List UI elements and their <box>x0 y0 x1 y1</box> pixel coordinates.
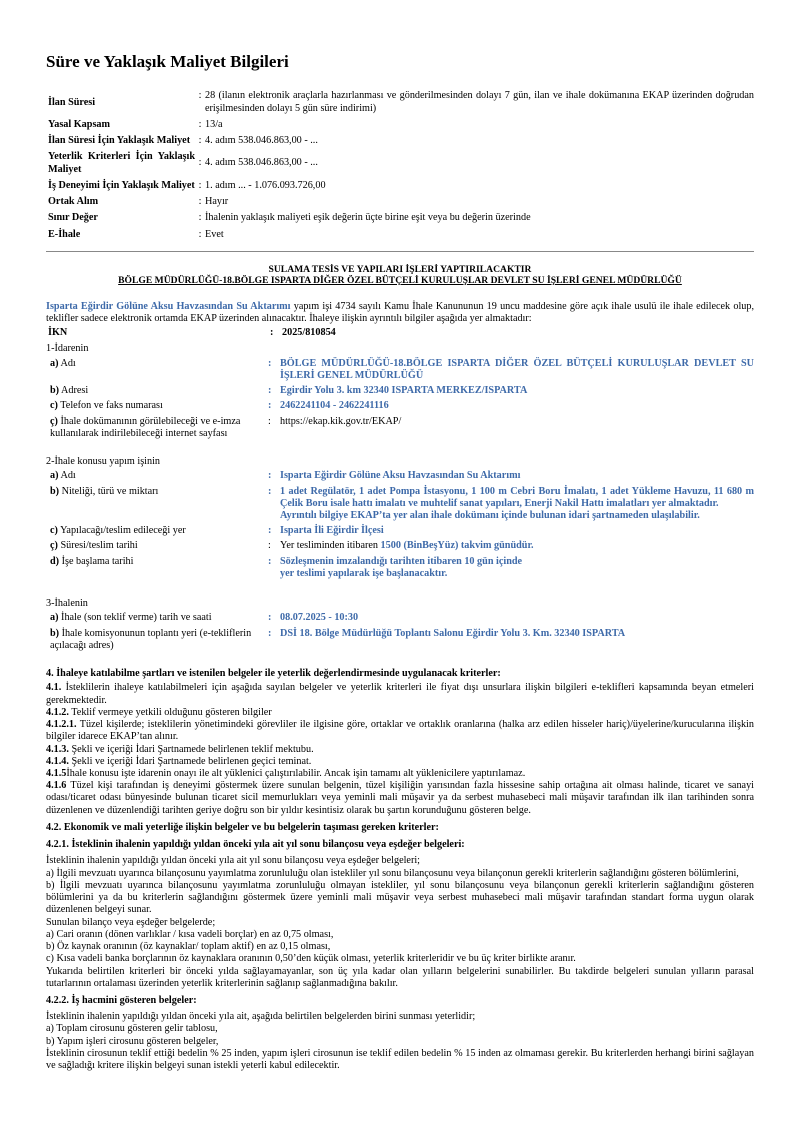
clause-line: İsteklinin ihalenin yapıldığı yıldan önceki yıla ait, aşağıda belirtilen belgelerden birini sunması yeterlidir; <box>46 1011 476 1023</box>
info-row <box>46 628 754 652</box>
item-label: Yapılacağı/teslim edileceği yer <box>57 525 186 537</box>
ekap-url: https://ekap.kik.gov.tr/EKAP/ <box>280 415 402 427</box>
clause: 4.1.5İhale konusu işte idarenin onayı ile alt yüklenici çalıştırılabilir. Ancak işin tamamı alt yüklenicilere yaptırılamaz. <box>46 768 526 779</box>
summary-row <box>46 180 754 196</box>
colon: : <box>198 228 202 240</box>
intro-paragraph <box>46 301 754 325</box>
item-label: İhale komisyonunun toplantı yeri (e-tekliflerin açılacağı adres) <box>50 627 252 651</box>
colon: : <box>268 470 272 482</box>
colon: : <box>268 357 272 369</box>
summary-label: İlan Süresi <box>48 96 96 108</box>
colon: : <box>268 485 272 497</box>
clause-line: c) Kısa vadeli banka borçlarının öz kaynaklara oranının 0,50’den küçük olması, yeterlik kriterleridir ve bu üç kriter birlikte aranır. <box>46 953 576 965</box>
summary-value: Evet <box>205 228 224 240</box>
colon: : <box>198 157 202 169</box>
intro-text: yapım işi 4734 sayılı Kamu İhale Kanununun 19 uncu maddesine göre açık ihale usulü ile ihale edilecek olup, teklifler sadece elektronik ortamda EKAP üzerinden alınacaktır. İhaleye ilişkin ayrıntılı bilgiler aşağıda yer almaktadır: <box>46 300 755 324</box>
colon: : <box>268 525 272 537</box>
section-2-title: 2-İhale konusu yapım işinin <box>46 456 161 468</box>
item-letter: ç) <box>50 415 58 427</box>
info-row <box>46 556 754 580</box>
clause-line: Sunulan bilanço veya eşdeğer belgelerde; <box>46 916 216 928</box>
clause: 4.1.3. Şekli ve içeriği İdari Şartnamede belirlenen teklif mektubu. <box>46 743 314 755</box>
info-row <box>46 385 754 397</box>
info-row <box>46 486 754 523</box>
summary-row <box>46 119 754 135</box>
summary-row <box>46 90 754 118</box>
summary-row <box>46 196 754 212</box>
info-row <box>46 540 754 552</box>
summary-row <box>46 212 754 228</box>
info-row <box>46 525 754 537</box>
ikn-row <box>46 327 754 339</box>
item-label: İhale dokümanının görülebileceği ve e-imza kullanılarak indirilebileceği internet sayfası <box>50 415 241 439</box>
summary-label: E-İhale <box>48 228 81 240</box>
item-value: 2462241104 - 2462241116 <box>280 400 389 412</box>
item-letter: c) <box>50 400 58 412</box>
clause-line: İsteklinin ihalenin yapıldığı yıldan önceki yıla ait yıl sonu bilançosu veya eşdeğer belgeleri; <box>46 855 421 867</box>
page-title: Süre ve Yaklaşık Maliyet Bilgileri <box>46 52 289 71</box>
item-value: 1500 (BinBeşYüz) takvim günüdür. <box>380 540 534 552</box>
colon: : <box>268 612 272 624</box>
item-value: BÖLGE MÜDÜRLÜĞÜ-18.BÖLGE ISPARTA DİĞER ÖZEL BÜTÇELİ KURULUŞLAR DEVLET SU İŞLERİ GENEL MÜDÜRLÜĞÜ <box>280 357 754 381</box>
colon: : <box>268 415 271 427</box>
colon: : <box>268 555 272 567</box>
item-letter: a) <box>50 470 59 482</box>
item-label: Süresi/teslim tarihi <box>57 540 138 552</box>
item-value: 08.07.2025 - 10:30 <box>280 612 359 624</box>
colon: : <box>198 118 202 130</box>
info-row <box>46 416 754 440</box>
summary-label: İş Deneyimi İçin Yaklaşık Maliyet <box>48 179 195 191</box>
ikn-label: İKN <box>48 327 68 339</box>
clause-line: a) Toplam cirosunu gösteren gelir tablosu, <box>46 1023 218 1035</box>
criteria-heading: 4. İhaleye katılabilme şartları ve istenilen belgeler ile yeterlik değerlendirmesinde uygulanacak kriterler: <box>46 668 501 680</box>
item-label: Telefon ve faks numarası <box>57 400 163 412</box>
clause: 4.1.2. Teklif vermeye yetkili olduğunu gösteren bilgiler <box>46 706 272 718</box>
summary-label: Sınır Değer <box>48 212 98 224</box>
info-row <box>46 612 754 624</box>
clause: 4.1.2.1. Tüzel kişilerde; isteklilerin yönetimindeki görevliler ile ilgisine göre, ortaklar ve ortaklık oranlarına (halka arz edilen hisseler hariç)/üyelerine/kurucularına ilişkin bilgiler idarece EKAP’tan alınır. <box>46 719 754 743</box>
item-value: Egirdir Yolu 3. km 32340 ISPARTA MERKEZ/ISPARTA <box>280 385 528 397</box>
ikn-value: 2025/810854 <box>282 327 336 339</box>
divider <box>46 251 754 252</box>
colon: : <box>198 135 202 147</box>
item-letter: b) <box>50 385 60 397</box>
colon: : <box>268 627 272 639</box>
item-letter: b) <box>50 627 60 639</box>
item-letter: d) <box>50 555 60 567</box>
colon: : <box>268 540 271 552</box>
item-value: Isparta İli Eğirdir İlçesi <box>280 525 384 537</box>
document-page <box>46 0 754 1072</box>
summary-row <box>46 229 754 245</box>
clause-line: Yukarıda belirtilen kriterleri bir önceki yılda sağlayamayanlar, son üç yıla kadar olan yılların belgelerini sunabilirler. Bu takdirde belgeleri sunulan yılların parasal tutarlarının ortalaması üzerinden yeterlik kriterlerinin sağlanıp sağlanmadığına bakılır. <box>46 965 754 989</box>
colon: : <box>198 179 202 191</box>
clause: 4.1.4. Şekli ve içeriği İdari Şartnamede belirlenen geçici teminat. <box>46 755 312 767</box>
item-letter: a) <box>50 612 59 624</box>
clause-line: b) Öz kaynak oranının (öz kaynaklar/ toplam aktif) en az 0,15 olması, <box>46 941 331 953</box>
item-value-line2: yer teslimi yapılarak işe başlanacaktır. <box>280 567 448 579</box>
summary-label: Yasal Kapsam <box>48 118 110 130</box>
colon: : <box>198 212 202 224</box>
item-value-prefix: Yer tesliminden itibaren <box>280 540 381 552</box>
item-value-note: Ayrıntılı bilgiye EKAP’ta yer alan ihale dokümanı içinde bulunan idari şartnameden ulaşılabilir. <box>280 510 700 522</box>
clause-line: b) Yapım işleri cirosunu gösteren belgeler, <box>46 1035 219 1047</box>
item-letter: b) <box>50 485 60 497</box>
item-label: Adresi <box>59 385 89 397</box>
administration-title: BÖLGE MÜDÜRLÜĞÜ-18.BÖLGE ISPARTA DİĞER ÖZEL BÜTÇELİ KURULUŞLAR DEVLET SU İŞLERİ GENEL MÜDÜRLÜĞÜ <box>118 275 682 287</box>
clause-line: a) İlgili mevzuatı uyarınca bilançosunu yayımlatma zorunluluğu olan istekliler yıl sonu bilançosunu veya bilançonun gerekli kriterlerin sağlandığını gösteren bölümlerini, <box>46 867 739 879</box>
item-letter: c) <box>50 525 58 537</box>
summary-value: 28 (ilanın elektronik araçlarla hazırlanması ve gönderilmesinden dolayı 7 gün, ilan ve ihale dokümanına EKAP üzerinden doğrudan erişilmesinden dolayı 5 gün süre indirimi) <box>205 90 754 114</box>
item-label: İhale (son teklif verme) tarih ve saati <box>58 612 212 624</box>
summary-value: 4. adım 538.046.863,00 - ... <box>205 135 318 147</box>
section-1-title: 1-İdarenin <box>46 343 89 355</box>
section-3-title: 3-İhalenin <box>46 598 88 610</box>
item-letter: ç) <box>50 540 58 552</box>
item-letter: a) <box>50 357 59 369</box>
summary-value: Hayır <box>205 196 229 208</box>
summary-label: Yeterlik Kriterleri İçin Yaklaşık Maliyet <box>48 151 195 175</box>
item-value: DSİ 18. Bölge Müdürlüğü Toplantı Salonu Eğirdir Yolu 3. Km. 32340 ISPARTA <box>280 627 626 639</box>
summary-label: İlan Süresi İçin Yaklaşık Maliyet <box>48 135 191 147</box>
business-volume-heading: 4.2.2. İş hacmini gösteren belgeler: <box>46 994 197 1006</box>
summary-value: 1. adım ... - 1.076.093.726,00 <box>205 179 326 191</box>
summary-value: 13/a <box>205 118 223 130</box>
clause: 4.1.6 Tüzel kişi tarafından iş deneyimi göstermek üzere sunulan belgenin, tüzel kişiliğin yarısından fazla hissesine sahip ortağına ait olması halinde, ticaret ve sanayi odası/ticaret odası bünyesinde bulunan ticaret sicil memurlukları veya yeminli mali müşavir ya da serbest muhasebeci mali müşavir tarafından ilk ilan tarihinden sonra düzenlenen ve düzenlendiği tarihten geriye doğru son bir yıldır kesintisiz olarak bu şartın korunduğunu gösteren belge. <box>46 780 754 816</box>
financial-heading: 4.2. Ekonomik ve mali yeterliğe ilişkin belgeler ve bu belgelerin taşıması gereken kriterler: <box>46 821 439 833</box>
colon: : <box>198 196 202 208</box>
colon: : <box>270 327 274 339</box>
announcement-title: SULAMA TESİS VE YAPILARI İŞLERİ YAPTIRILACAKTIR <box>268 263 532 275</box>
clause-line: a) Cari oranın (dönen varlıklar / kısa vadeli borçlar) en az 0,75 olması, <box>46 928 334 940</box>
colon: : <box>268 400 272 412</box>
item-value: 1 adet Regülatör, 1 adet Pompa İstasyonu, 1 100 m Cebri Boru İmalatı, 1 adet Yükleme Havuzu, 11 680 m Çelik Boru isale hattı imalatı ve muhtelif sanat yapıları, Enerji Nakil Hattı imalatları yer almaktadır. <box>280 485 754 509</box>
summary-row <box>46 135 754 151</box>
item-label: Adı <box>58 470 76 482</box>
colon: : <box>198 90 202 102</box>
summary-label: Ortak Alım <box>48 196 99 208</box>
item-label: Adı <box>58 357 76 369</box>
item-value: Isparta Eğirdir Gölüne Aksu Havzasından Su Aktarımı <box>280 470 521 482</box>
item-label: Niteliği, türü ve miktarı <box>59 485 159 497</box>
info-row <box>46 358 754 382</box>
colon: : <box>268 385 272 397</box>
clause: 4.1. İsteklilerin ihaleye katılabilmeleri için aşağıda sayılan belgeler ve yeterlik kriterleri ile fiyat dışı unsurlara ilişkin bilgileri e-teklifleri kapsamında beyan etmeleri gerekmektedir. <box>46 682 754 706</box>
item-label: İşe başlama tarihi <box>59 555 134 567</box>
summary-table <box>46 90 754 244</box>
balance-sheet-heading: 4.2.1. İsteklinin ihalenin yapıldığı yıldan önceki yıla ait yıl sonu bilançosu veya eşdeğer belgeleri: <box>46 839 465 851</box>
clause-line: İsteklinin cirosunun teklif ettiği bedelin % 25 inden, yapım işleri cirosunun ise teklif edilen bedelin % 15 inden az olmaması gerekir. Bu kriterlerden herhangi birini sağlayan ve sağladığı kritere ilişkin belgeyi sunan istekli yeterli kabul edilecektir. <box>46 1047 754 1072</box>
summary-value: 4. adım 538.046.863,00 - ... <box>205 157 318 169</box>
summary-value: İhalenin yaklaşık maliyeti eşik değerin üçte birine eşit veya bu değerin üzerinde <box>205 212 531 224</box>
summary-row <box>46 151 754 179</box>
info-row <box>46 400 754 412</box>
work-name: Isparta Eğirdir Gölüne Aksu Havzasından Su Aktarımı <box>46 300 291 312</box>
item-value: Sözleşmenin imzalandığı tarihten itibaren 10 gün içinde <box>280 555 523 567</box>
clause-line: b) İlgili mevzuatı uyarınca bilançosunu yayımlatma zorunluluğu olmayan istekliler, yıl sonu bilançosunu veya bilançonun gerekli kriterlerin sağlandığını gösteren bölümlerini ya da bu kriterlerin sağlandığını göstermek üzere yeminli mali müşavir veya serbest muhasebeci mali müşavir tarafından standart forma uygun olarak düzenlenen belgeyi sunar. <box>46 879 754 916</box>
info-row <box>46 470 754 482</box>
